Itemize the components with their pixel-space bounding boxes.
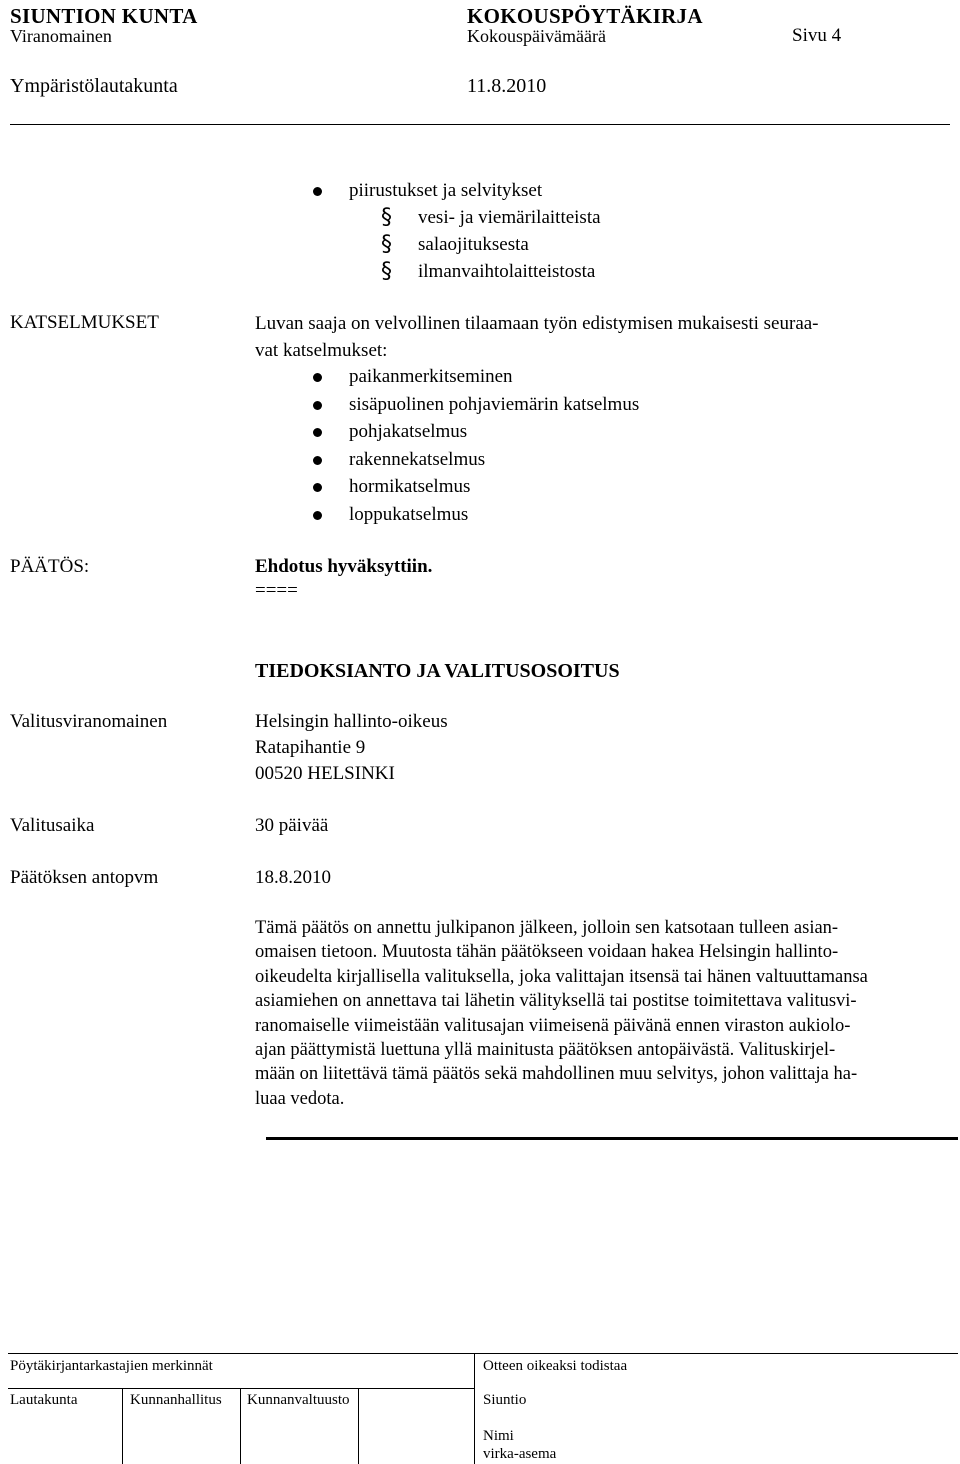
inspection-item: rakennekatselmus xyxy=(349,449,486,470)
appeal-body-line: Tämä päätös on annettu julkipanon jälkeen, jolloin sen katsotaan tulleen asian- xyxy=(255,918,839,938)
footer-body-label: Kunnanvaltuusto xyxy=(247,1392,350,1408)
authority-name: Ympäristölautakunta xyxy=(10,75,178,97)
appeal-body-line: mään on liitettävä tämä päätös sekä mahdollinen muu selvitys, johon valittaja ha- xyxy=(255,1064,858,1085)
section-mark-icon: § xyxy=(381,232,392,257)
document-type: KOKOUSPÖYTÄKIRJA xyxy=(467,4,703,28)
certified-label: Otteen oikeaksi todistaa xyxy=(483,1358,628,1374)
inspections-intro-line: Luvan saaja on velvollinen tilaamaan työn edistymisen mukaisesti seuraa- xyxy=(255,313,819,334)
drawings-bullet: piirustukset ja selvitykset xyxy=(349,180,543,201)
municipality-name: SIUNTION KUNTA xyxy=(10,4,198,28)
footer-column-divider xyxy=(474,1353,475,1464)
footer-body-label: Kunnanhallitus xyxy=(130,1392,222,1408)
appeal-authority-line: Helsingin hallinto-oikeus xyxy=(255,711,448,732)
footer-cell-divider xyxy=(358,1388,359,1464)
inspection-item: paikanmerkitseminen xyxy=(349,366,513,387)
bullet-icon xyxy=(313,187,322,196)
appeal-body-line: omaisen tietoon. Muutosta tähän päätökseen voidaan hakea Helsingin hallinto- xyxy=(255,942,839,963)
appeal-period: 30 päivää xyxy=(255,815,329,836)
meeting-date-label: Kokouspäivämäärä xyxy=(467,26,606,46)
section-end-rule xyxy=(266,1137,958,1140)
appeal-body-line: luaa vedota. xyxy=(255,1088,345,1109)
footer-position-label: virka-asema xyxy=(483,1446,557,1462)
appeal-authority-line: Ratapihantie 9 xyxy=(255,737,366,758)
reviewers-label: Pöytäkirjantarkastajien merkinnät xyxy=(10,1358,213,1374)
inspections-intro-line: vat katselmukset: xyxy=(255,340,388,361)
footer-top-border xyxy=(8,1353,958,1354)
footer-row-divider xyxy=(8,1388,474,1389)
appeal-authority-line: 00520 HELSINKI xyxy=(255,763,395,784)
footer-body-label: Lautakunta xyxy=(10,1392,78,1408)
footer-name-label: Nimi xyxy=(483,1428,514,1444)
inspection-item: loppukatselmus xyxy=(349,504,469,525)
section-mark-icon: § xyxy=(381,259,392,284)
footer-cell-divider xyxy=(240,1388,241,1464)
appeal-body-line: ranomaiselle viimeistään valitusajan viimeisenä päivänä ennen viraston aukiolo- xyxy=(255,1015,851,1036)
page-number: Sivu 4 xyxy=(792,25,842,46)
issue-date-label: Päätöksen antopvm xyxy=(10,867,159,888)
appeal-body-line: ajan päättymistä luettuna yllä mainitusta päätöksen antopäivästä. Valituskirjel- xyxy=(255,1040,836,1061)
inspection-item: sisäpuolinen pohjaviemärin katselmus xyxy=(349,394,640,415)
bullet-icon xyxy=(313,373,322,382)
drawings-sub-item: ilmanvaihtolaitteistosta xyxy=(418,261,596,282)
appeal-authority-label: Valitusviranomainen xyxy=(10,711,168,732)
footer-town: Siuntio xyxy=(483,1392,527,1408)
section-mark-icon: § xyxy=(381,205,392,230)
meeting-date: 11.8.2010 xyxy=(467,75,547,97)
drawings-sub-item: salaojituksesta xyxy=(418,234,529,255)
appeal-body-line: oikeudelta kirjallisella valituksella, joka valittajan itsensä tai hänen valtuuttamansa xyxy=(255,966,868,987)
inspection-item: pohjakatselmus xyxy=(349,421,468,442)
appeal-title: TIEDOKSIANTO JA VALITUSOSOITUS xyxy=(255,660,620,682)
header-divider xyxy=(10,124,950,125)
appeal-body-line: asiamiehen on annettava tai lähetin välityksellä tai postitse toimitettava valitusvi- xyxy=(255,991,857,1012)
drawings-sub-item: vesi- ja viemärilaitteista xyxy=(418,207,601,228)
bullet-icon xyxy=(313,401,322,410)
decision-text: Ehdotus hyväksyttiin. xyxy=(255,556,433,577)
appeal-body xyxy=(255,916,955,1111)
inspections-label: KATSELMUKSET xyxy=(10,312,159,333)
decision-separator: ==== xyxy=(255,580,298,601)
inspection-item: hormikatselmus xyxy=(349,476,471,497)
authority-label: Viranomainen xyxy=(10,26,112,46)
bullet-icon xyxy=(313,483,322,492)
bullet-icon xyxy=(313,511,322,520)
appeal-period-label: Valitusaika xyxy=(10,815,95,836)
issue-date: 18.8.2010 xyxy=(255,867,331,888)
footer-cell-divider xyxy=(122,1388,123,1464)
decision-label: PÄÄTÖS: xyxy=(10,556,90,577)
bullet-icon xyxy=(313,428,322,437)
bullet-icon xyxy=(313,456,322,465)
